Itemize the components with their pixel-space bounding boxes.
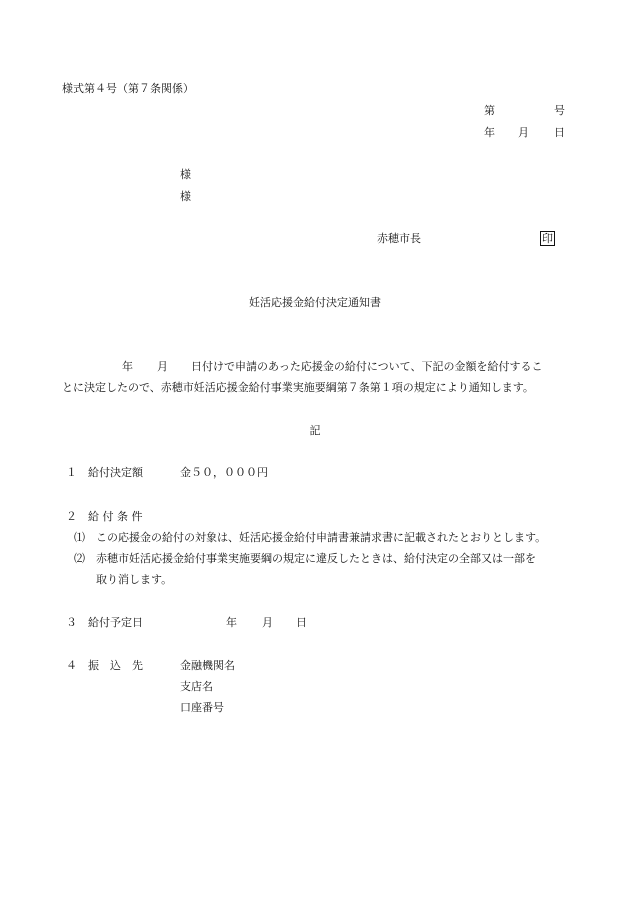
- section-3-day: 日: [296, 616, 307, 629]
- addressee-line-2: 様: [180, 190, 191, 203]
- body-date-year: 年: [122, 360, 133, 373]
- doc-number-suffix: 号: [554, 104, 565, 117]
- section-1-number: １: [66, 466, 77, 479]
- seal-mark: [540, 231, 555, 246]
- doc-number-prefix: 第: [484, 104, 495, 117]
- condition-2-number: ⑵: [74, 552, 85, 565]
- date-day: 日: [554, 126, 565, 139]
- addressee-line-1: 様: [180, 168, 191, 181]
- section-1-label: 給付決定額: [88, 466, 143, 479]
- section-3-label: 給付予定日: [88, 616, 143, 629]
- body-line-2: とに決定したので、赤穂市妊活応援金給付事業実施要綱第７条第１項の規定により通知します。: [62, 381, 534, 394]
- date-month: 月: [518, 126, 529, 139]
- body-date-month: 月: [157, 360, 168, 373]
- condition-1-text: この応援金の給付の対象は、妊活応援金給付申請書兼請求書に記載されたとおりとします。: [96, 531, 547, 544]
- section-2-label: 給 付 条 件: [88, 510, 143, 523]
- condition-2-text: 赤穂市妊活応援金給付事業実施要綱の規定に違反したときは、給付決定の全部又は一部を: [96, 552, 536, 565]
- section-3-month: 月: [262, 616, 273, 629]
- section-4-number: ４: [66, 659, 77, 672]
- section-3-year: 年: [226, 616, 237, 629]
- body-line-1: 日付けで申請のあった応援金の給付について、下記の金額を給付するこ: [191, 360, 543, 373]
- condition-1-number: ⑴: [74, 531, 85, 544]
- account-number-field: 口座番号: [180, 701, 224, 714]
- branch-name-field: 支店名: [180, 680, 213, 693]
- condition-2-text-continued: 取り消します。: [96, 573, 173, 586]
- seal-label: 印: [542, 232, 553, 245]
- section-3-number: ３: [66, 616, 77, 629]
- section-2-number: ２: [66, 510, 77, 523]
- ki-heading: 記: [309, 424, 321, 437]
- section-4-label: 振 込 先: [88, 659, 143, 672]
- document-title: 妊活応援金給付決定通知書: [249, 296, 381, 309]
- bank-name-field: 金融機関名: [180, 659, 235, 672]
- section-1-value: 金５０，０００円: [180, 466, 268, 479]
- date-year: 年: [484, 126, 495, 139]
- form-number: 様式第４号（第７条関係）: [62, 82, 194, 95]
- issuer: 赤穂市長: [377, 232, 421, 245]
